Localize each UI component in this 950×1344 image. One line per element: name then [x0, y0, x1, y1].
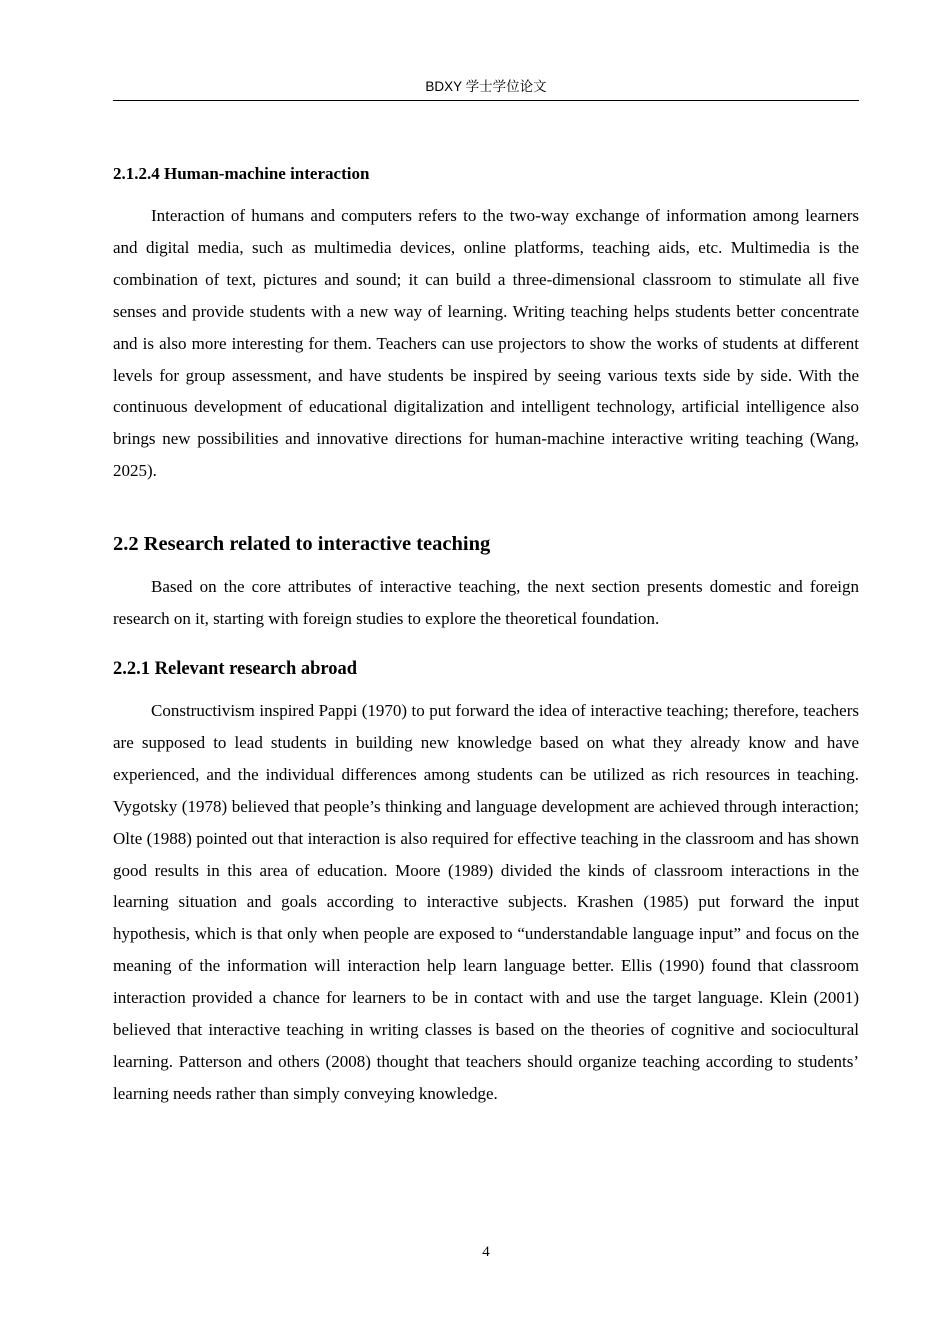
heading-2-2: 2.2 Research related to interactive teaching	[113, 533, 491, 556]
running-header: BDXY 学士学位论文	[425, 79, 547, 94]
page-number: 4	[482, 1244, 490, 1260]
header-rule	[113, 100, 859, 101]
paragraph-interactive-teaching-intro: Based on the core attributes of interactive teaching, the next section presents domestic and foreign research on it, starting with foreign studies to explore the theoretical foundation.	[113, 577, 859, 629]
paragraph-human-machine-interaction: Interaction of humans and computers refers to the two-way exchange of information among learners and digital media, such as multimedia devices, online platforms, teaching aids, etc. Multimedia is the combination of text, pictures and sound; it can build a three-dimensional classroom to stimulate all five senses and provide students with a new way of learning. Writing teaching helps students better concentrate and is also more interesting for them. Teachers can use projectors to show the works of students at different levels for group assessment, and have students be inspired by seeing various texts side by side. With the continuous development of educational digitalization and intelligent technology, artificial intelligence also brings new possibilities and innovative directions for human-machine interactive writing teaching (Wang, 2025).	[113, 206, 859, 481]
page-content	[113, 160, 859, 1110]
heading-2-2-1: 2.2.1 Relevant research abroad	[113, 658, 358, 679]
heading-2-1-2-4: 2.1.2.4 Human-machine interaction	[113, 164, 370, 183]
paragraph-research-abroad: Constructivism inspired Pappi (1970) to put forward the idea of interactive teaching; therefore, teachers are supposed to lead students in building new knowledge based on what they already know and have experienced, and the individual differences among students can be utilized as rich resources in teaching. Vygotsky (1978) believed that people’s thinking and language development are achieved through interaction; Olte (1988) pointed out that interaction is also required for effective teaching in the classroom and has shown good results in this area of education. Moore (1989) divided the kinds of classroom interactions in the learning situation and goals according to interactive subjects. Krashen (1985) put forward the input hypothesis, which is that only when people are exposed to “understandable language input” and focus on the meaning of the information will interaction help learn language better. Ellis (1990) found that classroom interaction provided a chance for learners to be in contact with and use the target language. Klein (2001) believed that interactive teaching in writing classes is based on the theories of cognitive and sociocultural learning. Patterson and others (2008) thought that teachers should organize teaching according to students’ learning needs rather than simply conveying knowledge.	[113, 700, 859, 1103]
